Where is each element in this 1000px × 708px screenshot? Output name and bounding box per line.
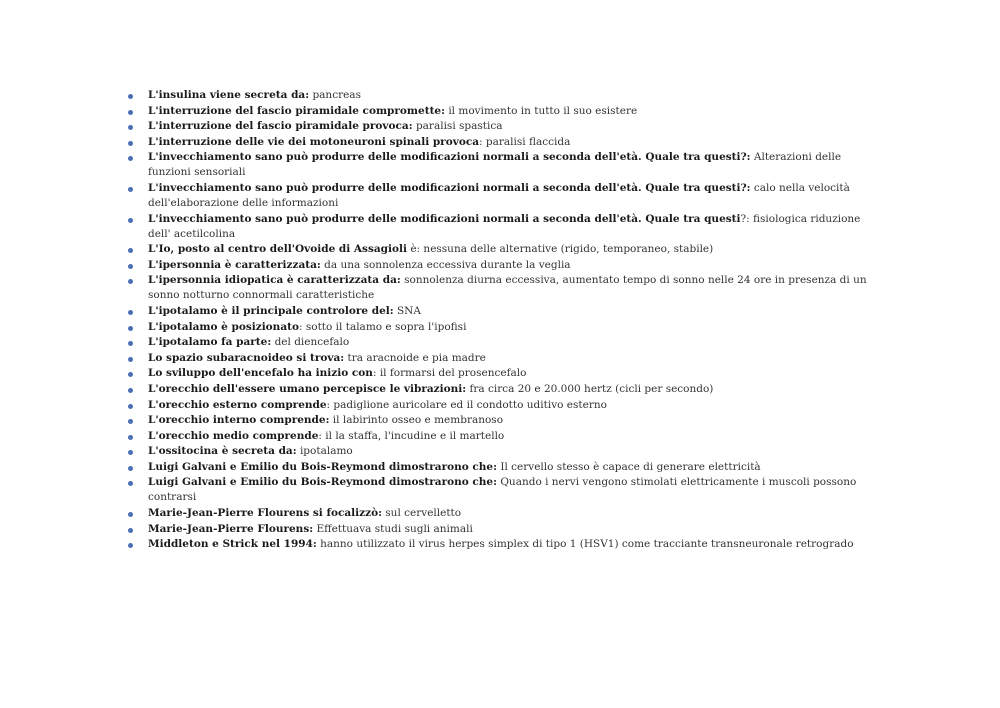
answer-text: Il cervello stesso è capace di generare elettricità xyxy=(500,460,761,473)
list-item xyxy=(126,320,886,335)
answer-text: calo nella velocità dell'elaborazione delle informazioni xyxy=(148,181,850,209)
bullet-icon xyxy=(128,357,133,362)
list-item xyxy=(126,335,886,350)
list-item xyxy=(126,351,886,366)
answer-text: : padiglione auricolare ed il condotto uditivo esterno xyxy=(326,398,607,411)
bullet-icon xyxy=(128,264,133,269)
question-text: L'insulina viene secreta da: xyxy=(148,89,310,101)
answer-text: il movimento in tutto il suo esistere xyxy=(448,104,638,117)
list-item xyxy=(126,135,886,150)
list-item xyxy=(126,398,886,413)
bullet-icon xyxy=(128,156,133,161)
question-text: L'orecchio esterno comprende xyxy=(148,398,327,411)
question-text: Luigi Galvani e Emilio du Bois-Reymond dimostrarono che: xyxy=(148,476,497,489)
question-text: L'Io, posto al centro dell'Ovoide di Assagioli xyxy=(148,243,407,256)
question-text: L'ipotalamo fa parte: xyxy=(148,336,272,349)
list-item xyxy=(126,475,886,505)
question-text: L'ipotalamo è il principale controlore del: xyxy=(148,304,394,317)
list-item xyxy=(126,537,886,552)
bullet-icon xyxy=(128,419,133,424)
bullet-icon xyxy=(128,279,133,284)
answer-text: Alterazioni delle funzioni sensoriali xyxy=(148,151,842,179)
answer-text: pancreas xyxy=(312,89,361,101)
answer-text: da una sonnolenza eccessiva durante la veglia xyxy=(324,258,571,271)
list-item xyxy=(126,304,886,319)
question-text: L'ipotalamo è posizionato xyxy=(148,320,299,333)
bullet-icon xyxy=(128,341,133,346)
question-text: Marie-Jean-Pierre Flourens si focalizzò: xyxy=(148,507,382,520)
list-item xyxy=(126,382,886,397)
bullet-icon xyxy=(128,110,133,115)
bullet-icon xyxy=(128,512,133,517)
bullet-icon xyxy=(128,125,133,130)
list-item xyxy=(126,460,886,475)
bullet-icon xyxy=(128,543,133,548)
question-text: Lo spazio subaracnoideo si trova: xyxy=(148,351,345,364)
list-item xyxy=(126,88,886,103)
bullet-icon xyxy=(128,466,133,471)
list-item xyxy=(126,119,886,134)
question-text: L'interruzione del fascio piramidale compromette: xyxy=(148,104,445,117)
bullet-icon xyxy=(128,435,133,440)
list-item xyxy=(126,444,886,459)
bullet-icon xyxy=(128,94,133,99)
list-item xyxy=(126,413,886,428)
question-text: Middleton e Strick nel 1994: xyxy=(148,538,317,551)
answer-text: tra aracnoide e pia madre xyxy=(347,351,486,364)
question-text: Lo sviluppo dell'encefalo ha inizio con xyxy=(148,367,373,380)
bullet-icon xyxy=(128,310,133,315)
answer-text: : il la staffa, l'incudine e il martello xyxy=(318,429,505,442)
question-text: Marie-Jean-Pierre Flourens: xyxy=(148,522,314,535)
list-item xyxy=(126,522,886,537)
list-item xyxy=(126,104,886,119)
question-text: L'orecchio interno comprende: xyxy=(148,414,330,427)
question-text: L'invecchiamento sano può produrre delle modificazioni normali a seconda dell'età. Quale tra questi?: xyxy=(148,151,751,164)
bullet-icon xyxy=(128,388,133,393)
list-item xyxy=(126,242,886,257)
answer-text: SNA xyxy=(396,304,421,317)
list-item xyxy=(126,150,886,180)
answer-text: ipotalamo xyxy=(299,445,353,458)
question-text: L'invecchiamento sano può produrre delle modificazioni normali a seconda dell'età. Quale tra questi xyxy=(148,212,741,225)
question-text: L'invecchiamento sano può produrre delle modificazioni normali a seconda dell'età. Quale tra questi?: xyxy=(148,181,751,194)
question-text: L'orecchio dell'essere umano percepisce le vibrazioni: xyxy=(148,382,467,395)
answer-text: del diencefalo xyxy=(274,336,350,349)
question-text: L'interruzione delle vie dei motoneuroni spinali provoca xyxy=(148,135,480,148)
bullet-icon xyxy=(128,481,133,486)
bullet-icon xyxy=(128,450,133,455)
bullet-icon xyxy=(128,404,133,409)
list-item xyxy=(126,429,886,444)
answer-text: : paralisi flaccida xyxy=(479,135,571,148)
question-text: L'ipersonnia è caratterizzata: xyxy=(148,258,321,271)
list-item xyxy=(126,181,886,211)
answer-text: fra circa 20 e 20.000 hertz (cicli per secondo) xyxy=(469,382,714,395)
answer-text: il labirinto osseo e membranoso xyxy=(332,414,504,427)
answer-text: sul cervelletto xyxy=(385,507,462,520)
list-item xyxy=(126,506,886,521)
bullet-icon xyxy=(128,528,133,533)
answer-text: hanno utilizzato il virus herpes simplex di tipo 1 (HSV1) come tracciante transneuronale retrogrado xyxy=(320,538,854,551)
bullet-icon xyxy=(128,248,133,253)
list-item xyxy=(126,258,886,273)
question-text: L'ossitocina è secreta da: xyxy=(148,445,297,458)
answer-text: : il formarsi del prosencefalo xyxy=(372,367,527,380)
bullet-icon xyxy=(128,218,133,223)
answer-text: paralisi spastica xyxy=(415,120,503,133)
qa-list xyxy=(126,88,886,553)
bullet-icon xyxy=(128,326,133,331)
answer-text: Effettuava studi sugli animali xyxy=(316,522,473,535)
answer-text: ?: fisiologica riduzione dell' acetilcolina xyxy=(148,212,861,240)
list-item xyxy=(126,273,886,303)
bullet-icon xyxy=(128,372,133,377)
answer-text: è: nessuna delle alternative (rigido, temporaneo, stabile) xyxy=(410,243,714,256)
question-text: L'interruzione del fascio piramidale provoca: xyxy=(148,120,413,133)
list-item xyxy=(126,212,886,242)
answer-text: Quando i nervi vengono stimolati elettricamente i muscoli possono contrarsi xyxy=(148,476,857,504)
answer-text: sonnolenza diurna eccessiva, aumentato tempo di sonno nelle 24 ore in presenza di un sonno notturno connormali caratteristiche xyxy=(148,274,867,302)
question-text: Luigi Galvani e Emilio du Bois-Reymond dimostrarono che: xyxy=(148,460,497,473)
answer-text: : sotto il talamo e sopra l'ipofisi xyxy=(298,320,467,333)
question-text: L'ipersonnia idiopatica è caratterizzata da: xyxy=(148,274,401,287)
bullet-icon xyxy=(128,187,133,192)
question-text: L'orecchio medio comprende xyxy=(148,429,319,442)
list-item xyxy=(126,366,886,381)
bullet-icon xyxy=(128,141,133,146)
